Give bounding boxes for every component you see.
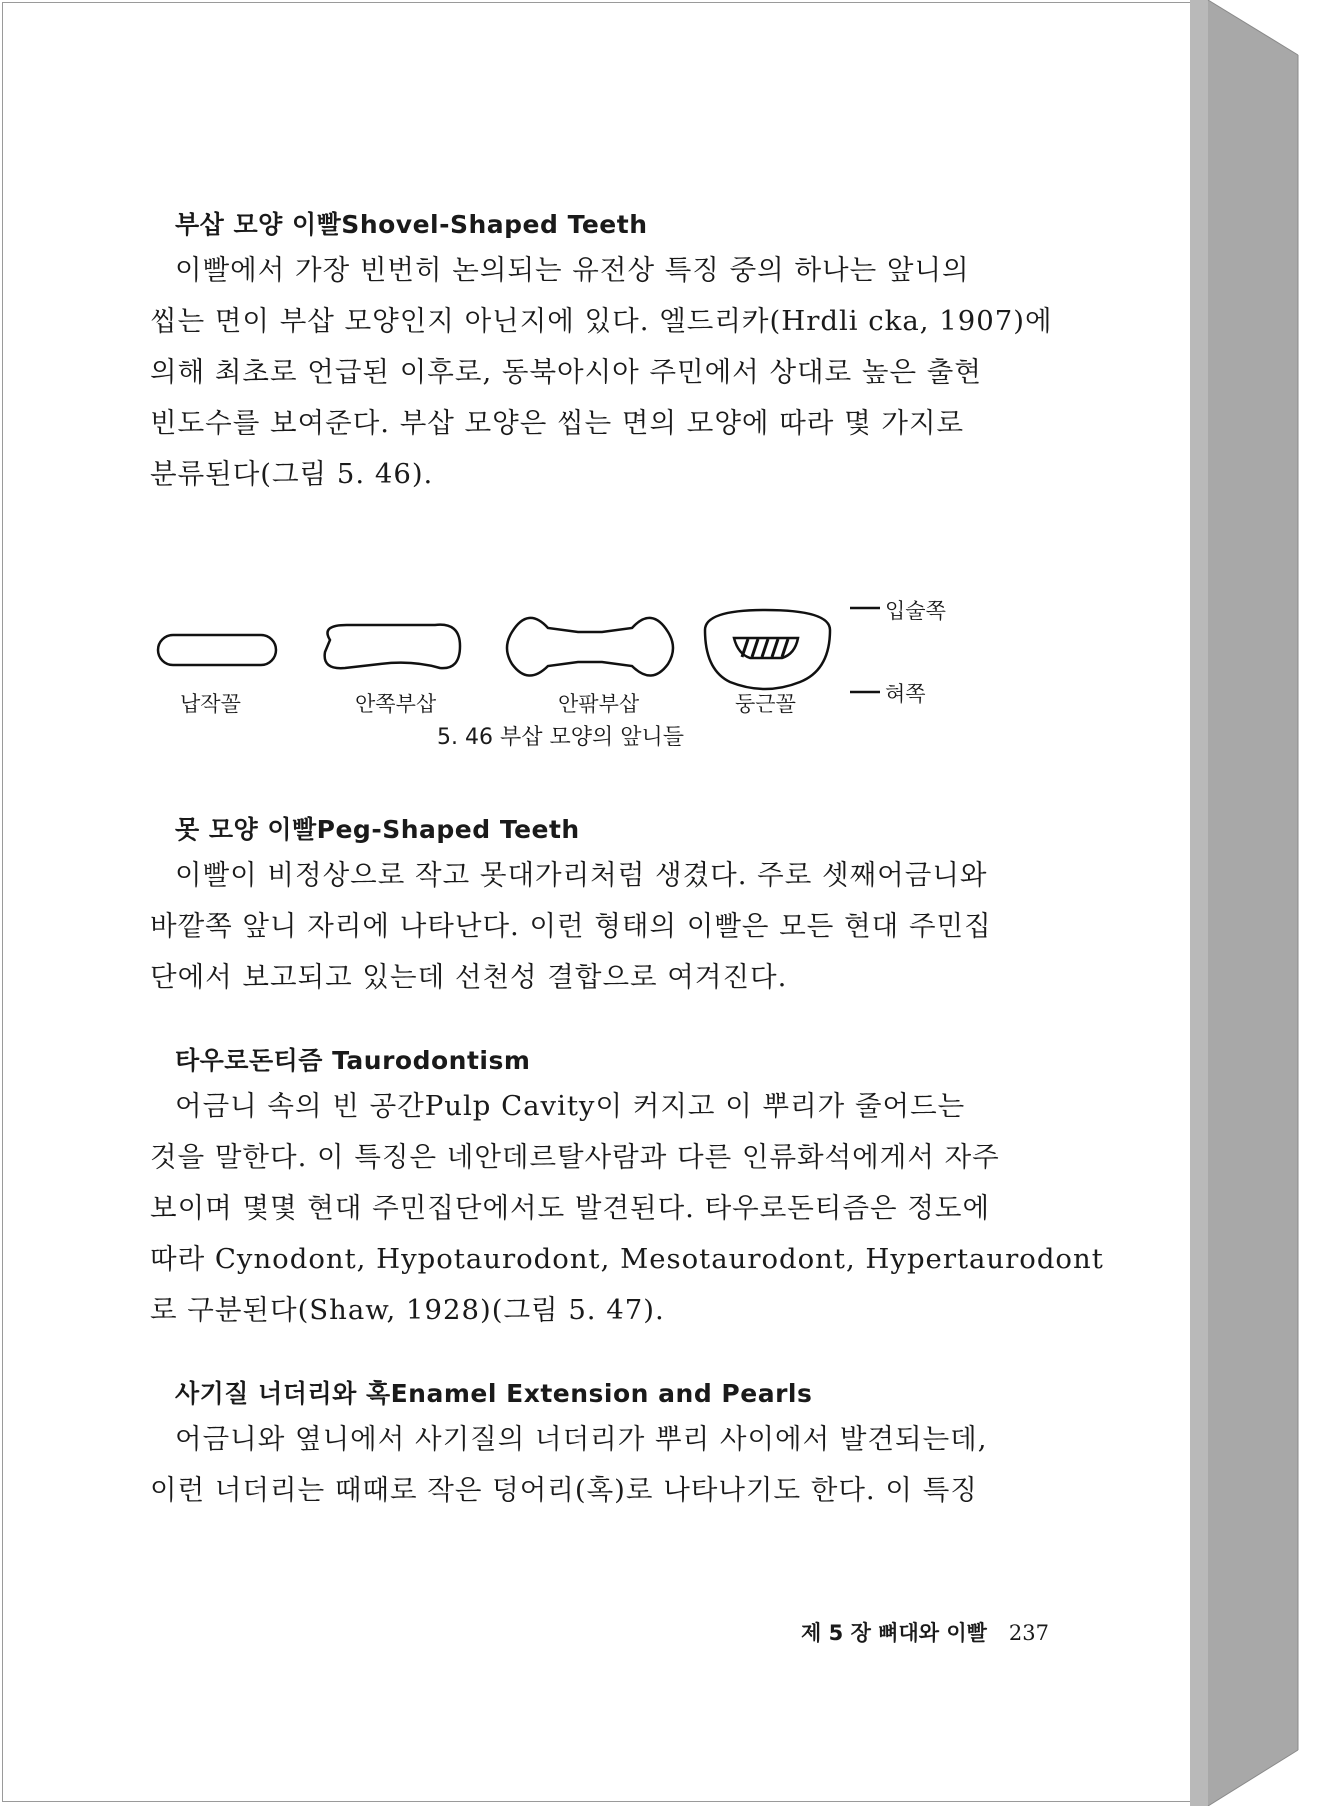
text-line: 이빨이 비정상으로 작고 못대가리처럼 생겼다. 주로 셋째어금니와 — [175, 859, 988, 891]
text-line: 의해 최초로 언급된 이후로, 동북아시아 주민에서 상대로 높은 출현 — [150, 356, 982, 388]
section-enamel-extension — [150, 1374, 1050, 1516]
text-line: 이빨에서 가장 빈번히 논의되는 유전상 특징 중의 하나는 앞니의 — [175, 254, 970, 286]
figure-5-46 — [150, 520, 1050, 790]
text-line: 보이며 몇몇 현대 주민집단에서도 발견된다. 타우로돈티즘은 정도에 — [150, 1192, 991, 1224]
page-edge — [1190, 0, 1319, 1806]
chapter-title: 제 5 장 뼈대와 이빨 — [801, 1621, 987, 1645]
section-paragraph — [150, 1081, 1104, 1336]
page-footer — [801, 1617, 1049, 1647]
tooth-double-shovel-shape — [507, 618, 673, 676]
text-line: 로 구분된다(Shaw, 1928)(그림 5. 47). — [150, 1294, 665, 1326]
section-heading: 타우로돈티즘 Taurodontism — [175, 1046, 531, 1075]
tooth-inner-shovel-shape — [325, 625, 460, 669]
label-flat: 납작꼴 — [180, 692, 241, 716]
tooth-round-shape — [705, 610, 830, 689]
text-line: 분류된다(그림 5. 46). — [150, 458, 434, 490]
section-peg-shaped — [150, 810, 1050, 1003]
figure-caption: 5. 46 부삽 모양의 앞니들 — [437, 725, 684, 750]
section-shovel-shaped — [150, 205, 1053, 500]
text-line: 것을 말한다. 이 특징은 네안데르탈사람과 다른 인류화석에게서 자주 — [150, 1141, 1000, 1173]
section-taurodontism — [150, 1041, 1104, 1336]
section-heading: 부삽 모양 이빨Shovel-Shaped Teeth — [175, 210, 648, 239]
text-line: 바깥쪽 앞니 자리에 나타난다. 이런 형태의 이빨은 모든 현대 주민집 — [150, 910, 992, 942]
text-line: 어금니와 옆니에서 사기질의 너더리가 뿌리 사이에서 발견되는데, — [175, 1423, 988, 1455]
section-paragraph — [150, 245, 1053, 500]
text-line: 따라 Cynodont, Hypotaurodont, Mesotaurodont, Hypertaurodont — [150, 1243, 1104, 1275]
section-paragraph — [150, 1414, 1050, 1516]
label-lingual-side: 혀쪽 — [885, 682, 926, 706]
label-double-shovel: 안팎부삽 — [558, 692, 640, 716]
section-heading: 사기질 너더리와 혹Enamel Extension and Pearls — [175, 1379, 813, 1408]
tooth-flat-shape — [158, 635, 276, 665]
label-inner-shovel: 안쪽부삽 — [355, 692, 437, 716]
label-labial-side: 입술쪽 — [885, 599, 946, 623]
text-line: 단에서 보고되고 있는데 선천성 결합으로 여겨진다. — [150, 961, 788, 993]
text-line: 빈도수를 보여준다. 부삽 모양은 씹는 면의 모양에 따라 몇 가지로 — [150, 407, 965, 439]
page-content — [150, 205, 1104, 1554]
text-line: 어금니 속의 빈 공간Pulp Cavity이 커지고 이 뿌리가 줄어드는 — [175, 1090, 966, 1122]
text-line: 씹는 면이 부삽 모양인지 아닌지에 있다. 엘드리카(Hrdli cka, 1907)에 — [150, 305, 1053, 337]
page-number: 237 — [1008, 1621, 1049, 1645]
section-paragraph — [150, 850, 1050, 1003]
label-round: 둥근꼴 — [735, 692, 796, 716]
text-line: 이런 너더리는 때때로 작은 덩어리(혹)로 나타나기도 한다. 이 특징 — [150, 1474, 978, 1506]
section-heading: 못 모양 이빨Peg-Shaped Teeth — [175, 815, 580, 844]
